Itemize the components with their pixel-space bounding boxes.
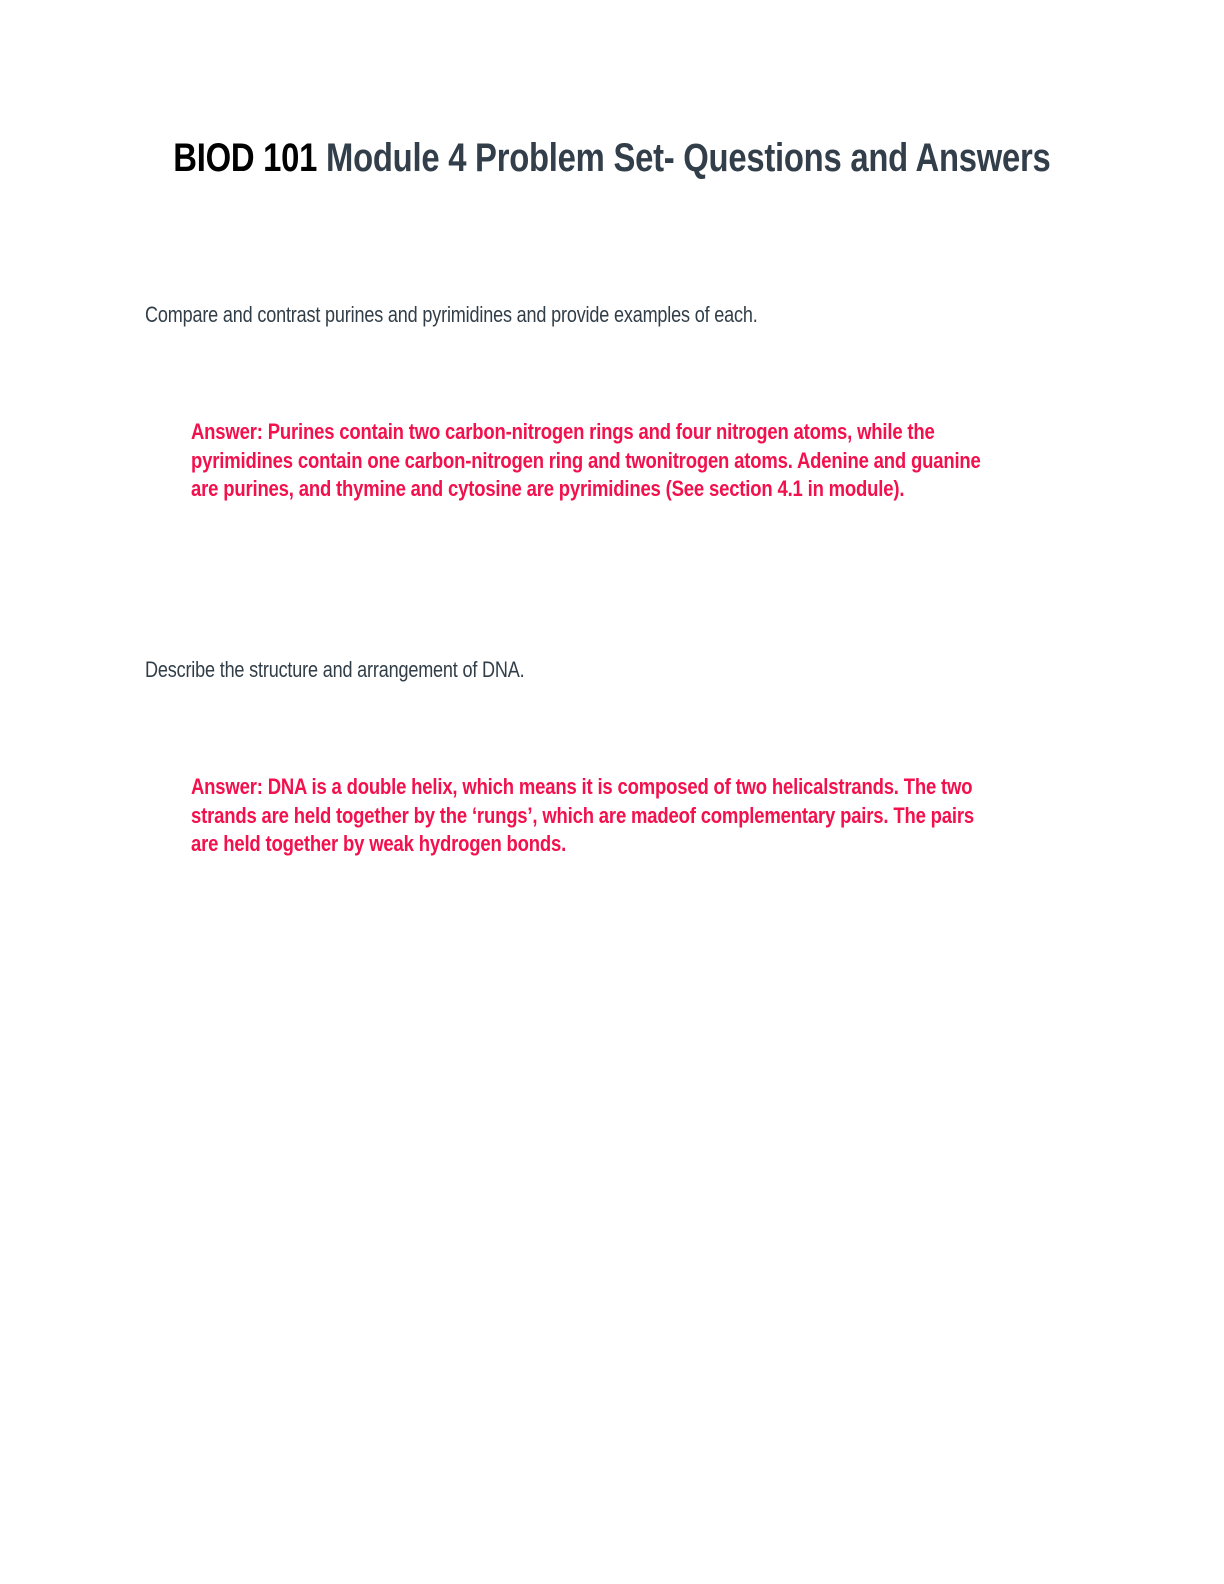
answer-1-line-1: Answer: Purines contain two carbon-nitrogen rings and four nitrogen atoms, while the xyxy=(191,419,935,444)
page-title xyxy=(0,136,1224,180)
question-1-text: Compare and contrast purines and pyrimidines and provide examples of each. xyxy=(145,302,758,327)
page-title-text xyxy=(173,136,1050,180)
answer-2-line-2: strands are held together by the ‘rungs’, which are madeof complementary pairs. The pairs xyxy=(191,802,974,828)
title-subject: Module 4 Problem Set- Questions and Answers xyxy=(326,136,1051,180)
answer-1-line-2: pyrimidines contain one carbon-nitrogen ring and twonitrogen atoms. Adenine and guanine xyxy=(191,447,981,473)
answer-1-line-3: are purines, and thymine and cytosine are pyrimidines (See section 4.1 in module). xyxy=(191,476,905,501)
answer-2-block xyxy=(191,773,974,859)
question-2-text: Describe the structure and arrangement of DNA. xyxy=(145,657,525,682)
title-course-code: BIOD 101 xyxy=(173,136,327,180)
answer-2-line-1: Answer: DNA is a double helix, which means it is composed of two helicalstrands. The two xyxy=(191,774,973,799)
answer-2-line-3: are held together by weak hydrogen bonds. xyxy=(191,831,567,856)
answer-1-block xyxy=(191,418,981,504)
